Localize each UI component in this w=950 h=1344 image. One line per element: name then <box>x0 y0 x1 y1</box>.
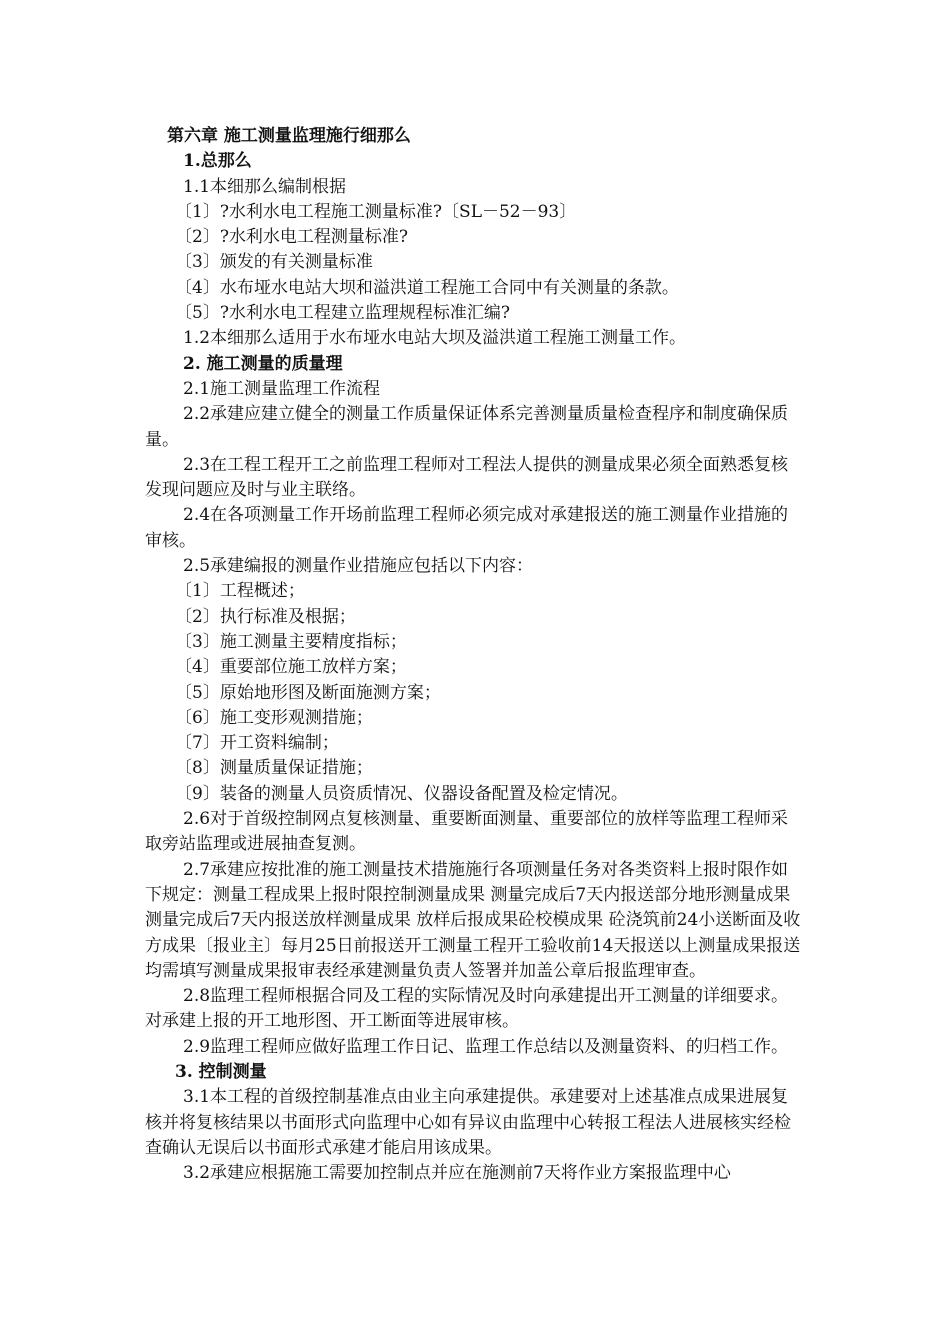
chapter-title: 第六章 施工测量监理施行细那么 <box>167 126 411 146</box>
list-item: 〔4〕重要部位施工放样方案； <box>175 657 407 678</box>
list-item: 〔7〕开工资料编制； <box>175 733 339 754</box>
list-item: 〔1〕工程概述； <box>175 581 305 602</box>
paragraph-2-4: 2.4在各项测量工作开场前监理工程师必须完成对承建报送的施工测量作业措施的审核。 <box>145 505 789 551</box>
list-item: 〔2〕?水利水电工程测量标准? <box>175 227 409 248</box>
list-item: 〔3〕施工测量主要精度指标； <box>175 631 407 652</box>
paragraph-2-2: 2.2承建应建立健全的测量工作质量保证体系完善测量质量检查程序和制度确保质量。 <box>145 404 789 450</box>
list-item: 〔2〕执行标准及根据； <box>175 606 356 627</box>
list-item: 〔6〕施工变形观测措施； <box>175 707 373 728</box>
paragraph-2-7: 2.7承建应按批准的施工测量技术措施施行各项测量任务对各类资料上报时限作如下规定：测量工程成果上报时限控制测量成果 测量完成后7天内报送部分地形测量成果 测量完成后7天内报送放样测量成果 放样后报成果砼校模成果 砼浇筑前24小送断面及收方成果〔报业主〕每月25日前报送开工测量工程开工验收前14天报送以上测量成果报送均需填写测量成果报审表经承建测量负责人签署并加盖公章后报监理审查。 <box>145 859 801 981</box>
list-item: 〔5〕?水利水电工程建立监理规程标准汇编? <box>175 303 511 324</box>
paragraph-2-1: 2.1施工测量监理工作流程 <box>183 378 381 399</box>
paragraph-3-1: 3.1本工程的首级控制基准点由业主向承建提供。承建要对上述基准点成果进展复核并将复核结果以书面形式向监理中心如有异议由监理中心转报工程法人进展核实经检查确认无误后以书面形式承建才能启用该成果。 <box>145 1087 791 1158</box>
paragraph-3-2: 3.2承建应根据施工需要加控制点并应在施测前7天将作业方案报监理中心 <box>183 1163 731 1184</box>
paragraph-2-3: 2.3在工程工程开工之前监理工程师对工程法人提供的测量成果必须全面熟悉复核发现问题应及时与业主联络。 <box>145 454 789 501</box>
section-2-heading: 2. 施工测量的质量理 <box>183 353 343 374</box>
list-item: 〔3〕颁发的有关测量标准 <box>175 252 373 273</box>
list-item: 〔5〕原始地形图及断面施测方案； <box>175 682 441 703</box>
document-page <box>145 124 805 1186</box>
list-item: 〔8〕测量质量保证措施； <box>175 758 373 779</box>
paragraph-2-5: 2.5承建编报的测量作业措施应包括以下内容： <box>183 556 534 577</box>
paragraph-1-2: 1.2本细那么适用于水布垭水电站大坝及溢洪道工程施工测量工作。 <box>183 328 687 349</box>
list-item: 〔4〕水布垭水电站大坝和溢洪道工程施工合同中有关测量的条款。 <box>175 277 679 298</box>
paragraph-2-9: 2.9监理工程师应做好监理工作日记、监理工作总结以及测量资料、的归档工作。 <box>183 1036 789 1057</box>
list-item: 〔1〕?水利水电工程施工测量标准?〔SL－52－93〕 <box>175 201 577 222</box>
paragraph-2-8: 2.8监理工程师根据合同及工程的实际情况及时向承建提出开工测量的详细要求。对承建上报的开工地形图、开工断面等进展审核。 <box>145 986 789 1032</box>
paragraph-2-6: 2.6对于首级控制网点复核测量、重要断面测量、重要部位的放样等监理工程师采取旁站监理或进展抽查复测。 <box>145 809 789 855</box>
section-1-heading: 1.总那么 <box>183 151 252 172</box>
list-item: 〔9〕装备的测量人员资质情况、仪器设备配置及检定情况。 <box>175 783 628 804</box>
section-3-heading: 3. 控制测量 <box>175 1061 267 1082</box>
paragraph-1-1: 1.1本细那么编制根据 <box>183 176 347 197</box>
